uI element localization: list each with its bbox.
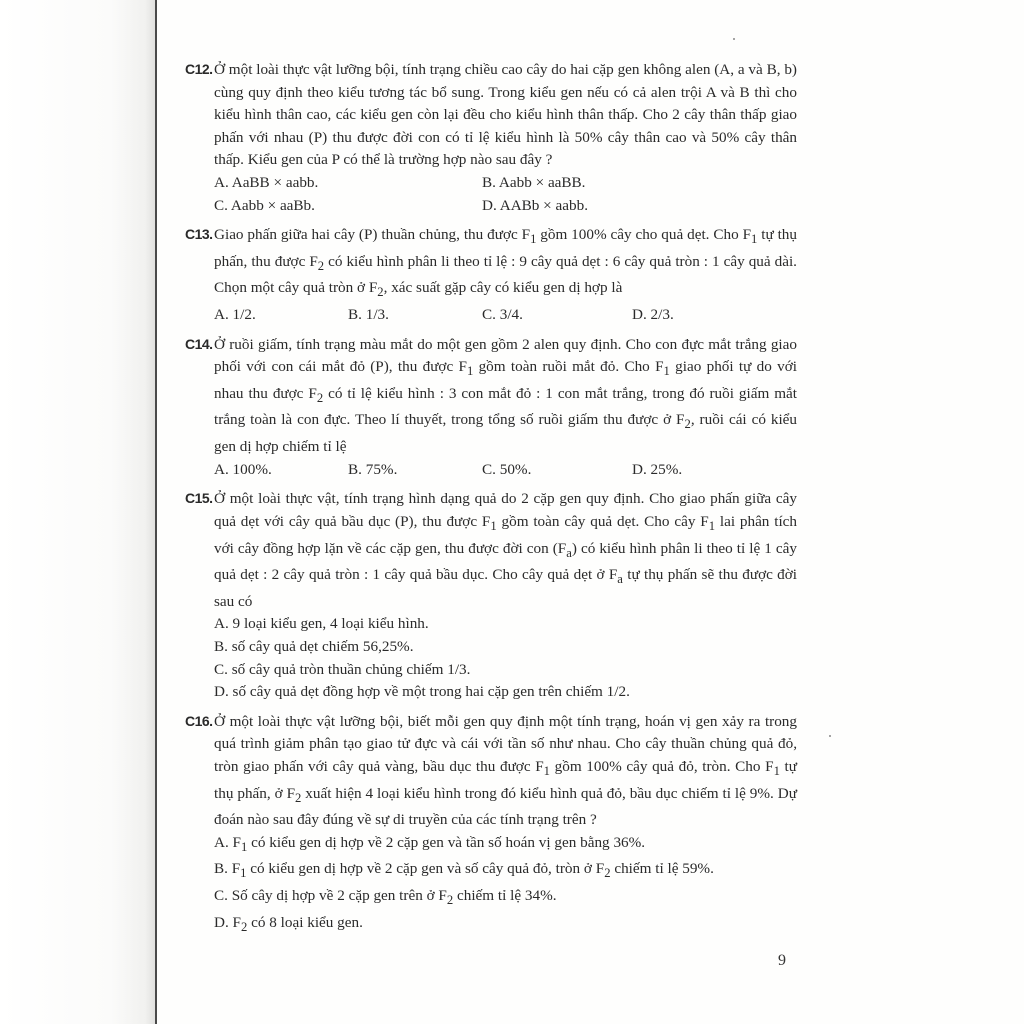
question-c14 [185,333,797,482]
question-stem: C16.Ở một loài thực vật lưỡng bội, biết mỗi gen quy định một tính trạng, hoán vị gen xảy ra trong quá trình giảm phân tạo giao tử đực và cái với tần số như nhau. Cho cây thuần chủng quả đỏ, tròn giao phấn với cây quả vàng, bầu dục thu được $F_1$ gồm 100% cây quả đỏ, tròn. Cho $F_1$ tự thụ phấn, ở $F_2$ xuất hiện 4 loại kiểu hình trong đó kiểu hình quả đỏ, bầu dục chiếm tỉ lệ 9%. Dự đoán nào sau đây đúng về sự di truyền của các tính trạng trên ? [185,710,797,832]
question-number: C14. [185,335,213,352]
option-d: D. 25%. [632,460,683,478]
option-a: A. AaBB × aabb. [214,173,319,191]
question-c15 [185,487,797,703]
option-b: B. số cây quả dẹt chiếm 56,25%. [214,637,414,655]
option-c: C. Số cây dị hợp về 2 cặp gen trên ở $F_2$ chiếm tỉ lệ 34%. [214,887,557,908]
question-number: C13. [185,226,213,243]
option-a: A. 1/2. [214,306,256,324]
option-a: A. $F_1$ có kiểu gen dị hợp về 2 cặp gen và tần số hoán vị gen bằng 36%. [214,833,646,854]
option-b: B. 75%. [348,460,398,478]
option-a: A. 9 loại kiểu gen, 4 loại kiểu hình. [214,615,429,633]
option-d: D. $F_2$ có 8 loại kiểu gen. [214,913,363,934]
page-content [185,58,797,944]
question-stem: C14.Ở ruồi giấm, tính trạng màu mắt do một gen gồm 2 alen quy định. Cho con đực mắt trắng giao phối với con cái mắt đỏ (P), thu được $F_1$ gồm toàn ruồi mắt đỏ. Cho $F_1$ giao phối tự do với nhau thu được $F_2$ có tỉ lệ kiểu hình : 3 con mắt đỏ : 1 con mắt trắng, trong đó ruồi giấm mắt trắng toàn là con đực. Theo lí thuyết, trong tổng số ruồi giấm thu được ở $F_2$, ruồi cái có kiểu gen dị hợp chiếm tỉ lệ [185,333,797,459]
question-stem: C15.Ở một loài thực vật, tính trạng hình dạng quả do 2 cặp gen quy định. Cho giao phấn giữa cây quả dẹt với cây quả bầu dục (P), thu được $F_1$ gồm toàn cây quả dẹt. Cho cây $F_1$ lai phân tích với cây đồng hợp lặn về các cặp gen, thu được đời con $(F_a)$ có kiểu hình phân li theo tỉ lệ 1 cây quả dẹt : 2 cây quả tròn : 1 cây quả bầu dục. Cho cây quả dẹt ở $F_a$ tự thụ phấn sẽ thu được đời sau có [185,487,797,613]
option-c: C. số cây quả tròn thuần chủng chiếm 1/3. [214,660,471,678]
question-c16 [185,710,797,939]
options-row [185,459,797,482]
question-number: C15. [185,490,213,507]
options-row [185,195,797,218]
option-c: C. Aabb × aaBb. [214,196,315,214]
question-stem: C12.Ở một loài thực vật lưỡng bội, tính trạng chiều cao cây do hai cặp gen không alen (A, a và B, b) cùng quy định theo kiểu tương tác bổ sung. Trong kiểu gen nếu có cả alen trội A và B thì cho kiểu hình thân cao, các kiểu gen còn lại đều cho kiểu hình thân thấp. Cho 2 cây thân thấp giao phấn với nhau (P) thu được đời con có tỉ lệ kiểu hình là 50% cây thân cao và 50% cây thân thấp. Kiểu gen của P có thể là trường hợp nào sau đây ? [185,58,797,172]
book-spine-shadow [0,0,158,1024]
option-b: B. Aabb × aaBB. [482,173,586,191]
option-c: C. 50%. [482,460,532,478]
option-d: D. 2/3. [632,306,674,324]
option-b: B. $F_1$ có kiểu gen dị hợp về 2 cặp gen và số cây quả đỏ, tròn ở $F_2$ chiếm tỉ lệ 59%. [214,860,714,881]
question-number: C12. [185,61,213,77]
option-b: B. 1/3. [348,306,389,324]
options-row [185,172,797,195]
question-stem: C13.Giao phấn giữa hai cây (P) thuần chủng, thu được $F_1$ gồm 100% cây cho quả dẹt. Cho $F_1$ tự thụ phấn, thu được $F_2$ có kiểu hình phân li theo tỉ lệ : 9 cây quả dẹt : 6 cây quả tròn : 1 cây quả dài. Chọn một cây quả tròn ở $F_2$, xác suất gặp cây có kiểu gen dị hợp là [185,223,797,304]
question-c12 [185,58,797,217]
question-c13 [185,223,797,326]
option-c: C. 3/4. [482,306,523,324]
option-d: D. số cây quả dẹt đồng hợp về một trong hai cặp gen trên chiếm 1/2. [214,683,630,701]
question-number: C16. [185,712,213,729]
option-a: A. 100%. [214,460,272,478]
page-number: 9 [778,952,786,969]
options-row [185,304,797,327]
option-d: D. AABb × aabb. [482,196,589,214]
